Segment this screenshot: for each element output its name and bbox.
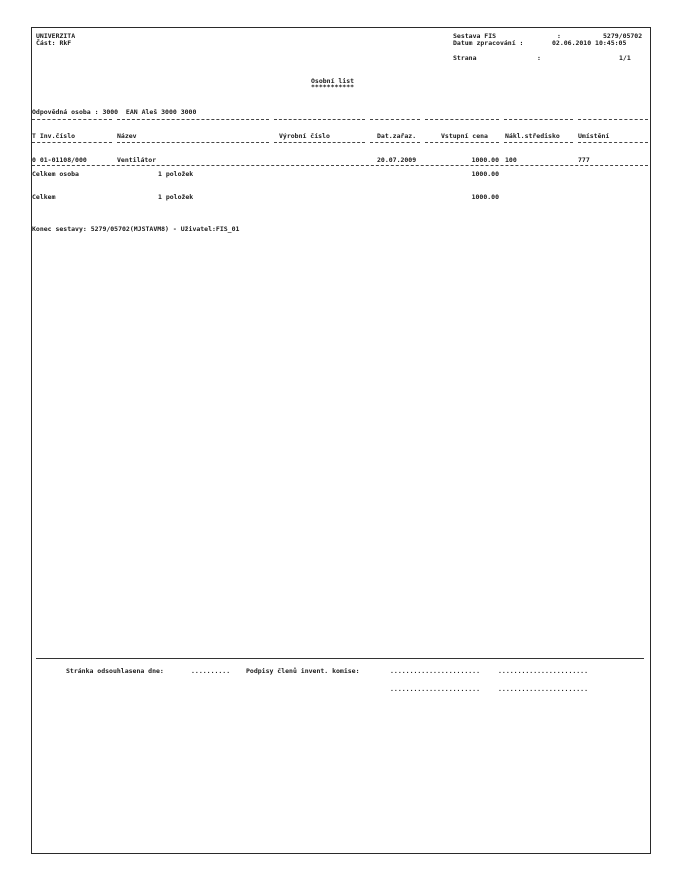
- page-label: Strana: [453, 54, 477, 62]
- signatures-label: Podpisy členů invent. komise:: [246, 667, 360, 675]
- footer-divider: [36, 658, 644, 659]
- separator-line: [578, 119, 648, 120]
- signature-line: .......................: [498, 685, 589, 693]
- column-header-location: Umístění: [578, 132, 610, 140]
- cell-price: 1000.00: [471, 156, 499, 164]
- cell-date: 20.07.2009: [377, 156, 417, 164]
- report-number: 5279/05702: [603, 32, 643, 40]
- grand-total-items: 1 položek: [158, 193, 194, 201]
- cell-location: 777: [578, 156, 590, 164]
- signature-line: .......................: [390, 667, 481, 675]
- document-title: Osobní list: [311, 77, 355, 85]
- person-total-items: 1 položek: [158, 170, 194, 178]
- column-header-inventory-number: T Inv.číslo: [32, 132, 76, 140]
- separator-line: [425, 119, 499, 120]
- separator-line: [274, 119, 365, 120]
- column-header-date: Dat.zařaz.: [377, 132, 417, 140]
- cell-cost-center: 100: [505, 156, 517, 164]
- page-number: 1/1: [619, 54, 631, 62]
- separator-line: [32, 119, 112, 120]
- report-separator: :: [557, 32, 561, 40]
- separator-line: [370, 119, 420, 120]
- grand-total-value: 1000.00: [471, 193, 499, 201]
- processed-label: Datum zpracování :: [453, 39, 524, 47]
- separator-line: [504, 142, 573, 143]
- responsible-person: Odpovědná osoba : 3000 EAN Aleš 3000 3000: [32, 108, 197, 116]
- cell-inventory-number: 0 01-01108/000: [32, 156, 87, 164]
- cell-name: Ventilátor: [117, 156, 157, 164]
- processed-datetime: 02.06.2010 10:45:05: [552, 39, 627, 47]
- column-header-cost-center: Nákl.středisko: [505, 132, 560, 140]
- separator-line: [370, 142, 420, 143]
- person-total-label: Celkem osoba: [32, 170, 79, 178]
- separator-line: [32, 142, 112, 143]
- column-header-serial-number: Výrobní číslo: [279, 132, 330, 140]
- separator-line: [425, 142, 499, 143]
- signature-line: .......................: [498, 667, 589, 675]
- report-end-line: Konec sestavy: 5279/05702(MJSTAVM8) - Uživatel:FIS_01: [32, 225, 240, 233]
- separator-line: [32, 165, 648, 166]
- column-header-price: Vstupní cena: [441, 132, 488, 140]
- separator-line: [578, 142, 648, 143]
- separator-line: [274, 142, 365, 143]
- document-title-underline: ***********: [311, 83, 355, 91]
- page-agreed-dots: ..........: [191, 667, 231, 675]
- organization-name: UNIVERZITA: [36, 32, 76, 40]
- column-header-name: Název: [117, 132, 137, 140]
- report-page: [31, 27, 651, 854]
- page-agreed-label: Stránka odsouhlasena dne:: [66, 667, 164, 675]
- separator-line: [117, 119, 269, 120]
- separator-line: [504, 119, 573, 120]
- separator-line: [117, 142, 269, 143]
- page-separator: :: [537, 54, 541, 62]
- signature-line: .......................: [390, 685, 481, 693]
- organization-part: Část: RkF: [36, 39, 72, 47]
- person-total-value: 1000.00: [471, 170, 499, 178]
- grand-total-label: Celkem: [32, 193, 56, 201]
- report-label: Sestava FIS: [453, 32, 497, 40]
